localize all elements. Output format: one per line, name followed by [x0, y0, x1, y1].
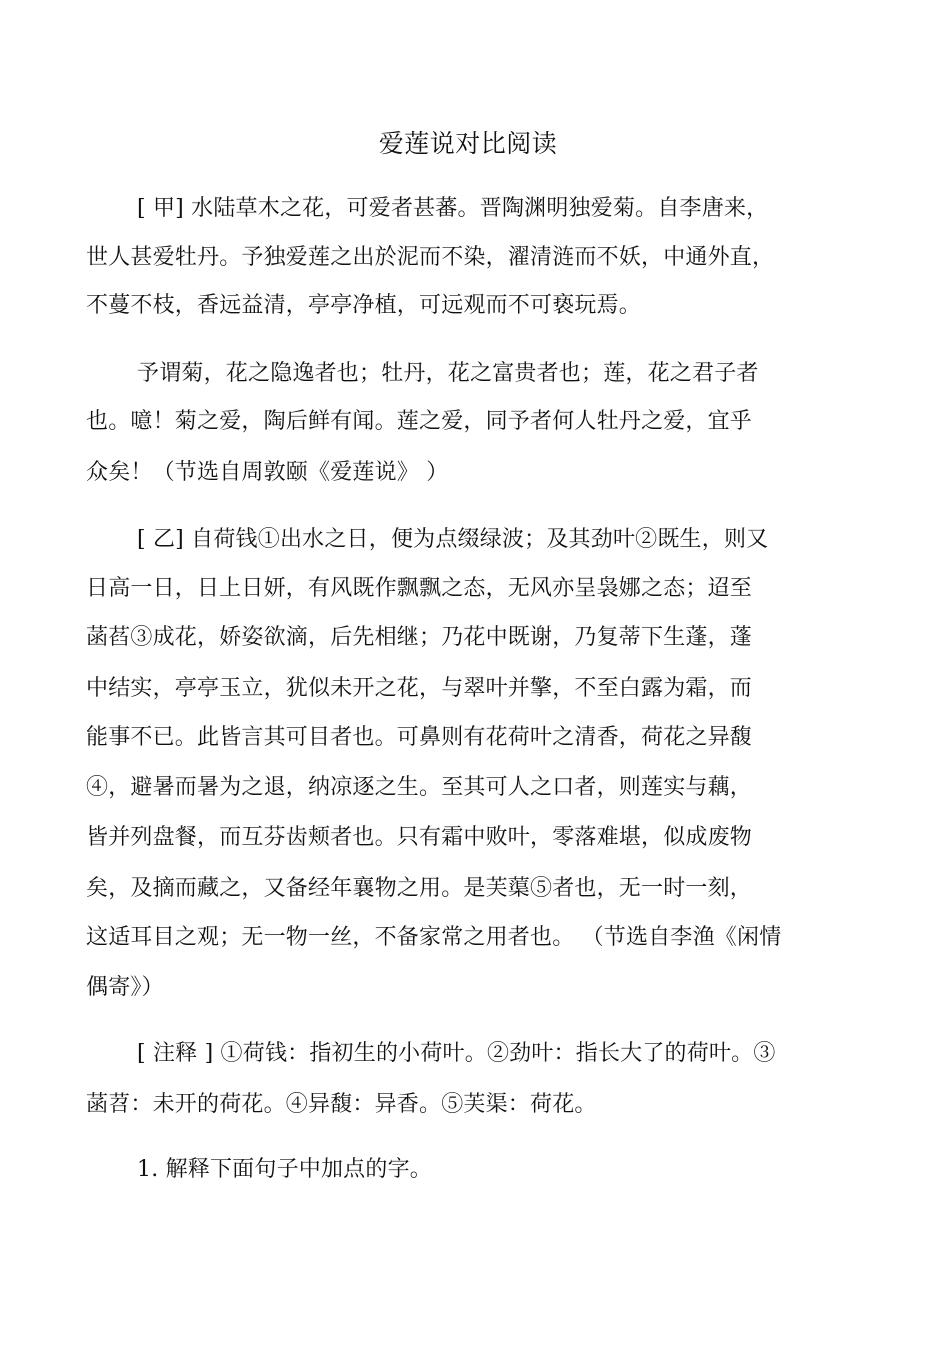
jia-line: 不蔓不枝，香远益清，亭亭净植，可远观而不可亵玩焉。	[86, 293, 642, 318]
jia2-line: 也。噫！菊之爱，陶后鲜有闻。莲之爱，同予者何人牡丹之爱，宜乎	[86, 409, 753, 434]
yi-line: 日高一日，日上日妍，有风既作飘飘之态，无风亦呈袅娜之态；迢至	[86, 576, 753, 601]
jia-line: 世人甚爱牡丹。予独爱莲之出於泥而不染，濯清涟而不妖，中通外直，	[86, 245, 775, 270]
jia2-line: 众矣！（节选自周敦颐《爱莲说》 ）	[86, 460, 449, 485]
notes-line: [ 注释 ] ①荷钱：指初生的小荷叶。②劲叶：指长大了的荷叶。③	[137, 1041, 776, 1066]
yi-line: 这适耳目之观；无一物一丝，不备家常之用者也。 （节选自李渔《闲情	[86, 925, 782, 950]
notes-line: 菡苕：未开的荷花。④异馥：异香。⑤芙渠：荷花。	[86, 1092, 597, 1117]
yi-line: 矣，及摘而藏之，又备经年襄物之用。是芙蕖⑤者也，无一时一刻，	[86, 876, 753, 901]
page-title: 爱莲说对比阅读	[378, 129, 558, 158]
yi-line: 中结实，亭亭玉立，犹似未开之花，与翠叶并擎，不至白露为霜，而	[86, 676, 753, 701]
jia-line: [ 甲] 水陆草木之花，可爱者甚蕃。晋陶渊明独爱菊。自李唐来，	[137, 196, 769, 221]
yi-line: [ 乙] 自荷钱①出水之日，便为点缀绿波；及其劲叶②既生，则又	[137, 527, 769, 552]
yi-line: 偶寄》）	[86, 975, 164, 1000]
yi-line: ④，避暑而暑为之退，纳凉逐之生。至其可人之口者，则莲实与藕，	[86, 775, 753, 800]
yi-line: 能事不已。此皆言其可目者也。可鼻则有花荷叶之清香，荷花之异馥	[86, 725, 753, 750]
yi-line: 皆并列盘餐，而互芬齿颊者也。只有霜中败叶，零落难堪，似成废物	[86, 825, 753, 850]
jia2-line: 予谓菊，花之隐逸者也；牡丹，花之富贵者也；莲，花之君子者	[137, 361, 759, 386]
question-1: 1. 解释下面句子中加点的字。	[137, 1157, 432, 1182]
yi-line: 菡萏③成花，娇姿欲滴，后先相继；乃花中既谢，乃复蒂下生蓬，蓬	[86, 625, 753, 650]
